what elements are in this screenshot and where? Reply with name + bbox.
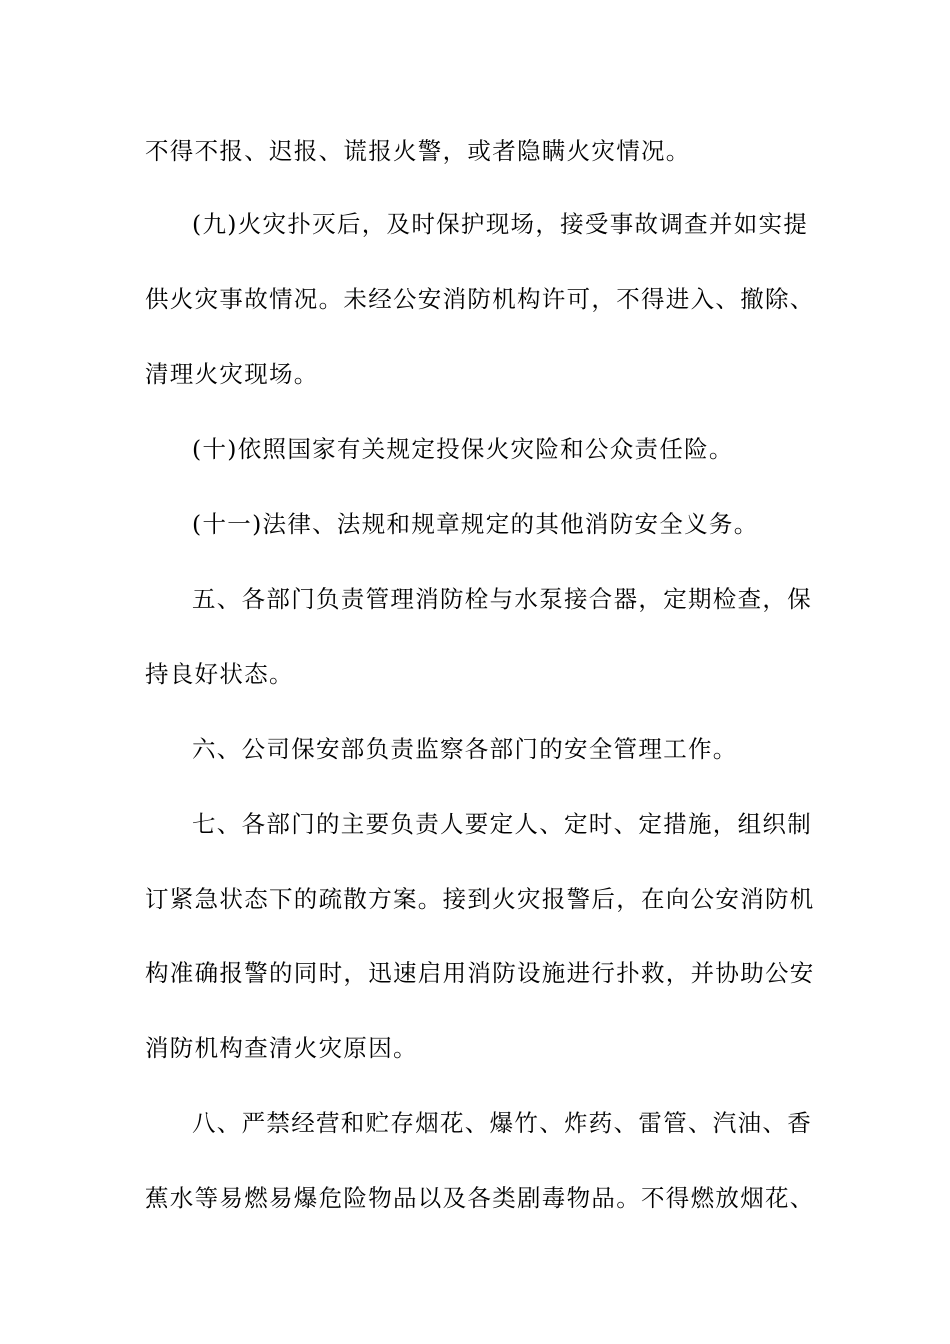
text-line: 清理火灾现场。 [145,360,319,388]
text-line: 七、各部门的主要负责人要定人、定时、定措施，组织制 [192,810,812,838]
text-line: 六、公司保安部负责监察各部门的安全管理工作。 [192,735,738,763]
text-line: (十一)法律、法规和规章规定的其他消防安全义务。 [192,510,759,538]
text-line: 订紧急状态下的疏散方案。接到火灾报警后，在向公安消防机 [145,885,815,913]
text-line: 消防机构查清火灾原因。 [145,1034,418,1062]
text-line: (十)依照国家有关规定投保火灾险和公众责任险。 [192,435,734,463]
text-line: 供火灾事故情况。未经公安消防机构许可，不得进入、撤除、 [145,285,815,313]
text-line: 蕉水等易燃易爆危险物品以及各类剧毒物品。不得燃放烟花、 [145,1184,815,1212]
text-line: 五、各部门负责管理消防栓与水泵接合器，定期检查，保 [192,585,812,613]
text-line: 不得不报、迟报、谎报火警，或者隐瞒火灾情况。 [145,137,691,165]
text-line: 构准确报警的同时，迅速启用消防设施进行扑救，并协助公安 [145,959,815,987]
text-line: 持良好状态。 [145,660,294,688]
text-line: (九)火灾扑灭后，及时保护现场，接受事故调查并如实提 [192,210,809,238]
text-line: 八、严禁经营和贮存烟花、爆竹、炸药、雷管、汽油、香 [192,1109,812,1137]
